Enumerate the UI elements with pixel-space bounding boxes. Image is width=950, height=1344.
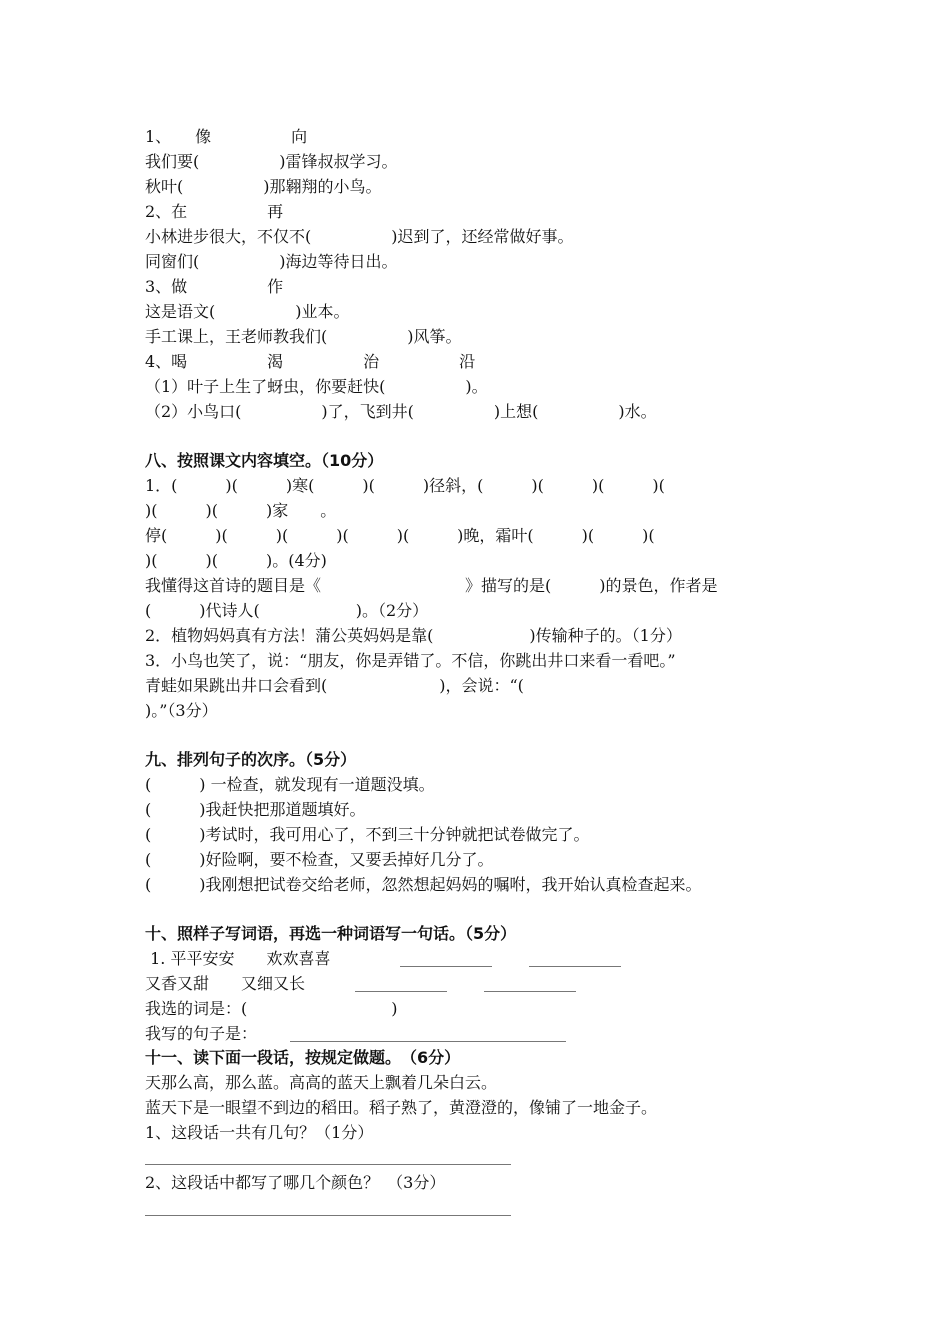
passage-line-2: 蓝天下是一眼望不到边的稻田。稻子熟了，黄澄澄的，像铺了一地金子。 [145,1098,658,1117]
poem-line-1: 1．( )( )寒( )( )径斜，( )( )( )( [145,476,665,495]
question-8-3: 3．小鸟也笑了，说：“朋友，你是弄错了。不信，你跳出井口来看一看吧。” [145,651,676,670]
passage-line-1: 天那么高，那么蓝。高高的蓝天上飘着几朵白云。 [145,1073,498,1092]
answer-line [145,1215,511,1216]
poem-line-2: )( )( )家 。 [145,501,337,520]
order-item: ( )好险啊，要不检查，又要丢掉好几分了。 [145,850,494,869]
sentence-line: 我写的句子是： [145,1024,258,1043]
group-4-words: 4、喝 渴 治 沿 [145,352,476,371]
group-4-sentence-2: （2）小鸟口( )了，飞到井( )上想( )水。 [145,402,657,421]
poem-question-cont: ( )代诗人( )。（2分） [145,601,429,620]
answer-blank [529,966,621,967]
group-2-sentence-b: 同窗们( )海边等待日出。 [145,252,398,271]
group-1-words: 1、 像 向 [145,127,308,146]
group-3-sentence-b: 手工课上，王老师教我们( )风筝。 [145,327,462,346]
group-3-sentence-a: 这是语文( )业本。 [145,302,350,321]
question-8-2: 2．植物妈妈真有方法！蒲公英妈妈是靠( )传输种子的。（1分） [145,626,682,645]
order-item: ( )考试时，我可用心了，不到三十分钟就把试卷做完了。 [145,825,590,844]
section-9-title: 九、排列句子的次序。（5分） [145,750,357,769]
answer-line [145,1164,511,1165]
section-11-title: 十一、读下面一段话，按规定做题。 （6分） [145,1048,461,1067]
group-3-words: 3、做 作 [145,277,284,296]
question-11-2: 2、这段话中都写了哪几个颜色？ （3分） [145,1173,446,1192]
question-8-3-cont: 青蛙如果跳出井口会看到( )，会说：“( [145,676,524,695]
answer-blank [400,966,492,967]
order-item: ( ) 一检查，就发现有一道题没填。 [145,775,435,794]
order-item: ( )我赶快把那道题填好。 [145,800,366,819]
example-words-1: 1. 平平安安 欢欢喜喜 [145,949,331,968]
poem-line-4: )( )( )。(4分) [145,551,327,570]
group-1-sentence-b: 秋叶( )那翱翔的小鸟。 [145,177,382,196]
answer-line [290,1041,566,1042]
chosen-words-line: 我选的词是：( ) [145,999,398,1018]
answer-blank [484,991,576,992]
group-1-sentence-a: 我们要( )雷锋叔叔学习。 [145,152,398,171]
order-item: ( )我刚想把试卷交给老师，忽然想起妈妈的嘱咐，我开始认真检查起来。 [145,875,702,894]
poem-question: 我懂得这首诗的题目是《 》描写的是( )的景色，作者是 [145,576,718,595]
question-8-3-end: )。”（3分） [145,701,218,720]
answer-blank [355,991,447,992]
section-8-title: 八、按照课文内容填空。（10分） [145,451,384,470]
section-10-title: 十、照样子写词语，再选一种词语写一句话。（5分） [145,924,517,943]
group-2-words: 2、在 再 [145,202,284,221]
example-words-2: 又香又甜 又细又长 [145,974,306,993]
poem-line-3: 停( )( )( )( )( )晚，霜叶( )( )( [145,526,655,545]
group-4-sentence-1: （1）叶子上生了蚜虫，你要赶快( )。 [145,377,488,396]
group-2-sentence-a: 小林进步很大，不仅不( )迟到了，还经常做好事。 [145,227,574,246]
question-11-1: 1、这段话一共有几句？（1分） [145,1123,374,1142]
